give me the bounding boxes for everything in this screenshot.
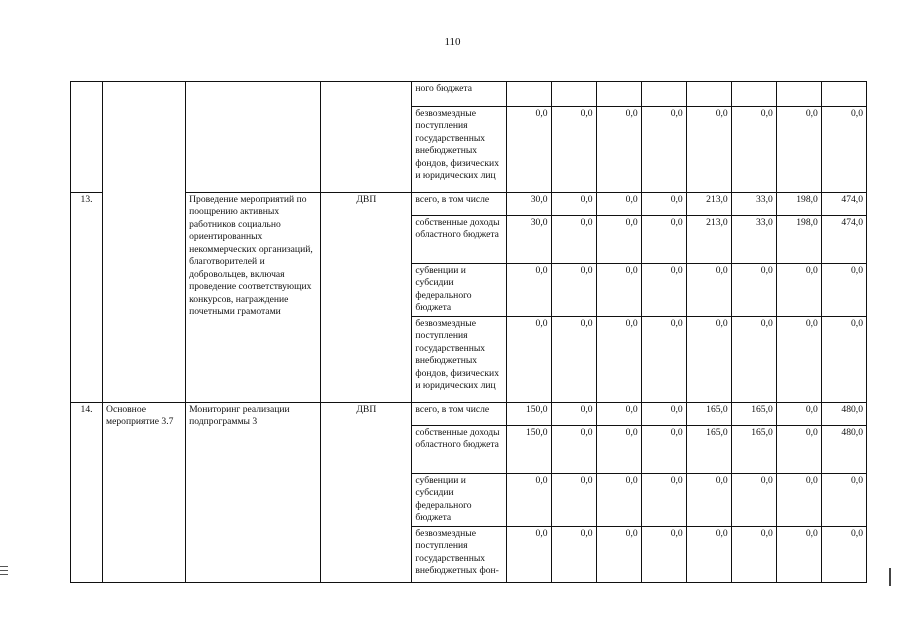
value-cell: 30,0	[506, 216, 551, 264]
value-cell	[776, 82, 821, 107]
value-cell: 33,0	[731, 193, 776, 216]
value-cell: 30,0	[506, 193, 551, 216]
value-cell: 0,0	[686, 264, 731, 317]
value-cell: 0,0	[641, 425, 686, 473]
value-cell	[641, 82, 686, 107]
value-cell: 474,0	[821, 216, 866, 264]
value-cell: 0,0	[776, 526, 821, 582]
value-cell: 0,0	[821, 473, 866, 526]
measure-cell	[186, 82, 321, 193]
value-cell	[686, 82, 731, 107]
page-number: 110	[444, 36, 461, 48]
value-cell: 0,0	[641, 264, 686, 317]
budget-table	[70, 81, 867, 583]
value-cell: 0,0	[821, 107, 866, 193]
row-number-cell: 13.	[71, 193, 103, 403]
program-cell	[103, 82, 186, 403]
value-cell: 0,0	[596, 425, 641, 473]
value-cell: 0,0	[686, 526, 731, 582]
value-cell: 0,0	[596, 107, 641, 193]
executor-cell: ДВП	[321, 402, 412, 582]
value-cell: 0,0	[596, 216, 641, 264]
value-cell: 150,0	[506, 425, 551, 473]
value-cell: 0,0	[551, 264, 596, 317]
table-row	[71, 82, 867, 107]
funding-source-cell: всего, в том числе	[412, 402, 506, 425]
value-cell: 0,0	[551, 316, 596, 402]
value-cell: 198,0	[776, 216, 821, 264]
value-cell: 0,0	[686, 473, 731, 526]
value-cell: 213,0	[686, 193, 731, 216]
value-cell: 0,0	[596, 473, 641, 526]
value-cell: 0,0	[551, 107, 596, 193]
row-number-cell	[71, 82, 103, 193]
value-cell: 0,0	[776, 425, 821, 473]
value-cell: 0,0	[596, 402, 641, 425]
funding-source-cell: всего, в том числе	[412, 193, 506, 216]
value-cell: 165,0	[731, 425, 776, 473]
funding-source-cell: безвозмездные поступления государственных внебюджетных фондов, физических и юридических лиц	[412, 107, 506, 193]
value-cell: 0,0	[821, 264, 866, 317]
value-cell: 0,0	[776, 473, 821, 526]
value-cell: 0,0	[731, 473, 776, 526]
value-cell	[821, 82, 866, 107]
executor-cell	[321, 82, 412, 193]
value-cell: 0,0	[551, 526, 596, 582]
value-cell	[596, 82, 641, 107]
measure-cell: Мониторинг реализации подпрограммы 3	[186, 402, 321, 582]
value-cell: 0,0	[551, 425, 596, 473]
value-cell: 0,0	[776, 402, 821, 425]
value-cell: 0,0	[731, 264, 776, 317]
value-cell: 0,0	[551, 193, 596, 216]
value-cell: 0,0	[731, 107, 776, 193]
funding-source-cell: собственные доходы областного бюджета	[412, 216, 506, 264]
value-cell: 165,0	[731, 402, 776, 425]
value-cell: 474,0	[821, 193, 866, 216]
value-cell: 0,0	[641, 216, 686, 264]
table-row	[71, 402, 867, 425]
table-row	[71, 193, 867, 216]
value-cell: 0,0	[506, 316, 551, 402]
value-cell: 0,0	[641, 193, 686, 216]
value-cell: 480,0	[821, 425, 866, 473]
value-cell: 0,0	[596, 316, 641, 402]
value-cell: 165,0	[686, 425, 731, 473]
value-cell: 0,0	[641, 402, 686, 425]
funding-source-cell: безвозмездные поступления государственных внебюджетных фон-	[412, 526, 506, 582]
funding-source-cell: безвозмездные поступления государственных внебюджетных фондов, физических и юридических лиц	[412, 316, 506, 402]
value-cell: 0,0	[776, 264, 821, 317]
executor-cell: ДВП	[321, 193, 412, 403]
value-cell	[731, 82, 776, 107]
value-cell: 0,0	[506, 473, 551, 526]
value-cell: 0,0	[596, 264, 641, 317]
value-cell: 0,0	[776, 107, 821, 193]
value-cell: 0,0	[641, 107, 686, 193]
scan-edge-marks	[0, 566, 8, 578]
value-cell: 480,0	[821, 402, 866, 425]
measure-cell: Проведение мероприятий по поощрению активных работников социально ориентированных некоммерческих организаций, благотворителей и добровольцев, включая проведение соответствующих конкурсов, награждение почетными грамотами	[186, 193, 321, 403]
value-cell: 0,0	[731, 316, 776, 402]
value-cell: 0,0	[776, 316, 821, 402]
program-cell: Основное мероприятие 3.7	[103, 402, 186, 582]
value-cell: 0,0	[641, 526, 686, 582]
value-cell: 0,0	[551, 216, 596, 264]
value-cell: 150,0	[506, 402, 551, 425]
table-body	[71, 82, 867, 583]
value-cell	[551, 82, 596, 107]
funding-source-cell: субвенции и субсидии федерального бюджета	[412, 264, 506, 317]
row-number-cell: 14.	[71, 402, 103, 582]
funding-source-cell: ного бюджета	[412, 82, 506, 107]
value-cell: 0,0	[641, 473, 686, 526]
value-cell: 0,0	[731, 526, 776, 582]
value-cell: 0,0	[596, 193, 641, 216]
value-cell: 0,0	[641, 316, 686, 402]
value-cell: 33,0	[731, 216, 776, 264]
value-cell: 0,0	[551, 402, 596, 425]
scan-edge-mark-right	[889, 568, 891, 586]
funding-source-cell: собственные доходы областного бюджета	[412, 425, 506, 473]
value-cell: 0,0	[686, 316, 731, 402]
value-cell: 0,0	[686, 107, 731, 193]
value-cell: 198,0	[776, 193, 821, 216]
value-cell: 0,0	[821, 316, 866, 402]
value-cell: 0,0	[506, 526, 551, 582]
funding-source-cell: субвенции и субсидии федерального бюджета	[412, 473, 506, 526]
value-cell: 0,0	[506, 264, 551, 317]
value-cell: 165,0	[686, 402, 731, 425]
value-cell: 213,0	[686, 216, 731, 264]
value-cell	[506, 82, 551, 107]
value-cell: 0,0	[596, 526, 641, 582]
value-cell: 0,0	[551, 473, 596, 526]
value-cell: 0,0	[506, 107, 551, 193]
value-cell: 0,0	[821, 526, 866, 582]
